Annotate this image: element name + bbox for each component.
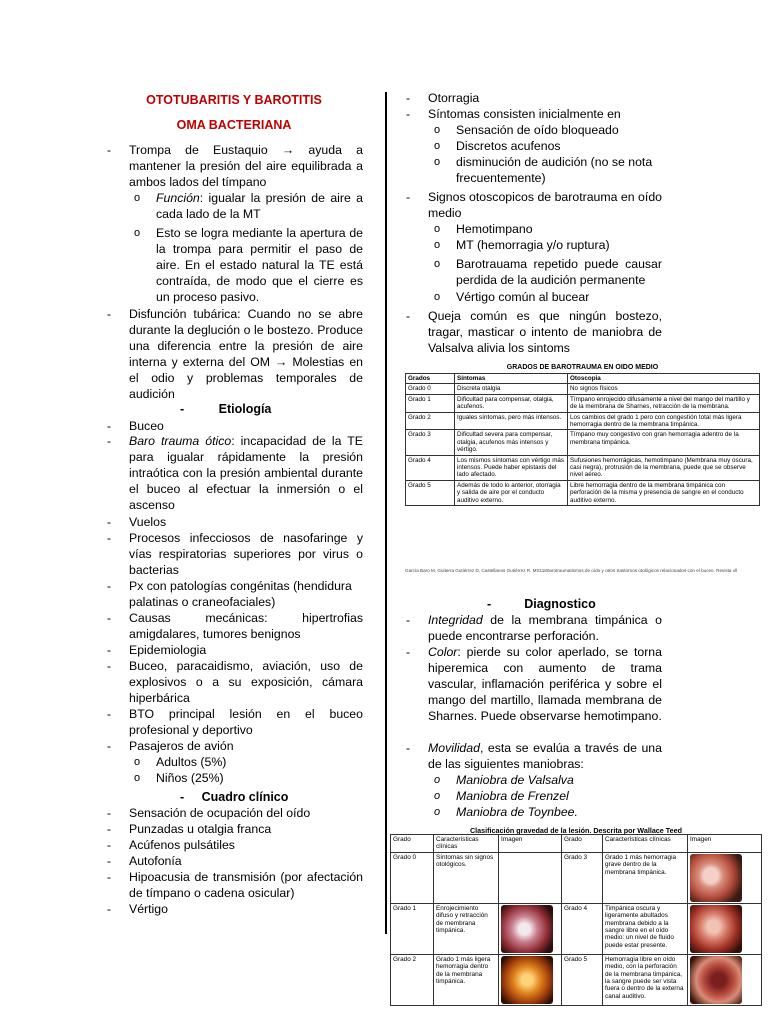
eardrum-image (690, 854, 742, 902)
etiologia-infecciosos: - Procesos infecciosos de nasofaringe y vías respiratorias superiores por virus o bacterias (129, 531, 363, 579)
table-header-row (391, 835, 762, 853)
table-row (391, 903, 762, 954)
cuadro-punzadas: - Punzadas u otalgia franca (129, 822, 363, 838)
table-header: Grado (562, 835, 603, 853)
table-cell: Grado 1 (391, 903, 434, 954)
eardrum-image (501, 956, 553, 1004)
table-cell: Grado 4 (562, 903, 603, 954)
table-cell: Libre hemorragia dentro de la membrana timpánica con perforación de la misma y presencia de sangre en el conducto auditivo externo. (568, 480, 760, 505)
etiologia-vuelos: - Vuelos (129, 515, 363, 531)
diag-integridad (428, 613, 662, 645)
table-cell: Grado 1 más ligera hemorragia dentro de la membrana timpánica. (434, 954, 499, 1005)
table-header: Grados (406, 374, 455, 384)
table-cell: Enrojecimiento difuso y retracción de membrana timpánica. (434, 903, 499, 954)
wallace-teed-table (390, 834, 762, 1006)
table-cell: Timpánica oscura y ligeramente abultados membrana debido a la sangre libre en el oído medio: un nivel de fluido puede estar presente. (603, 903, 688, 954)
table-cell: Tímpano enrojecido difusamente a nivel del mango del martillo y de la membrana de Sharnes, retracción de la membrana. (568, 394, 760, 412)
etiologia-barotrauma (129, 434, 363, 514)
integridad-label: Integridad (428, 613, 483, 627)
table-header: Síntomas (455, 374, 568, 384)
barotrauma-label: Baro trauma ótico (129, 434, 232, 448)
table-cell: Grado 0 (406, 384, 455, 394)
bullet-disfuncion: - Disfunción tubárica: Cuando no se abre durante la deglución o le bostezo. Produce una diferencia entre la presión de aire interna y externa del OM → Molestias en el odio y problemas temporales de audición (129, 307, 363, 402)
funcion-label: Función (156, 191, 200, 205)
signo-repetido: o Barotrauama repetido puede causar perdida de la audición permanente (456, 257, 662, 289)
heading-etiologia: - Etiología (180, 402, 272, 416)
table-header: Imagen (499, 835, 562, 853)
table-cell: Además de todo lo anterior, otorragia y salida de aire por el conducto auditivo externo. (455, 480, 568, 505)
table-cell: Grado 5 (562, 954, 603, 1005)
table-cell (499, 903, 562, 954)
table-row (406, 480, 760, 505)
epi-ninos: o Niños (25%) (156, 771, 363, 787)
sintoma-acufenos: o Discretos acufenos (456, 139, 662, 155)
table-cell: Síntomas sin signos otológicos. (434, 852, 499, 903)
table1-caption: GRADOS DE BAROTRAUMA EN OIDO MEDIO (506, 364, 659, 371)
table-row (391, 954, 762, 1005)
color-label: Color (428, 645, 458, 659)
section-title: OTOTUBARITIS Y BAROTITIS (146, 93, 322, 107)
epi-pasajeros: - Pasajeros de avión (129, 739, 363, 755)
table-row (406, 455, 760, 480)
heading-diagnostico: - Diagnostico (487, 597, 596, 611)
epi-adultos: o Adultos (5%) (156, 755, 363, 771)
barotrauma-text: : incapacidad de la TE para igualar rápidamente la presión intraótica con la presión ambiental durante el buceo al efectuar la inmersión o el ascenso (129, 434, 363, 512)
etiologia-mecanicas: - Causas mecánicas: hipertrofias amigdalares, tumores benignos (129, 611, 363, 643)
table-header: Otoscopia (568, 374, 760, 384)
table-cell: Dificultad severa para compensar, otalgia, acufenos más intensos y vértigo. (455, 430, 568, 455)
sintoma-audicion: o disminución de audición (no se nota frecuentemente) (456, 155, 662, 187)
epidemiologia: - Epidemiologia (129, 643, 363, 659)
table-cell: Hemorragia libre en oído medio, con la perforación de la membrana timpánica, la sangre puede ser vista fuera o dentro de la externa canal auditivo. (603, 954, 688, 1005)
table-cell: Grado 3 (406, 430, 455, 455)
maniobra-toynbee: o Maniobra de Toynbee. (456, 805, 662, 821)
cuadro-vertigo: - Vértigo (129, 902, 363, 918)
bullet-trompa: - Trompa de Eustaquio → ayuda a mantener la presión del aire equilibrada a ambos lados del tímpano (129, 143, 363, 191)
table-cell: No signos físicos (568, 384, 760, 394)
movilidad-text: , esta se evalúa a través de una de las siguientes maniobras: (428, 741, 662, 771)
signo-hemotimpano: o Hemotimpano (456, 222, 662, 238)
table-header: Imagen (688, 835, 762, 853)
table-cell (688, 852, 762, 903)
barotrauma-grades-table (405, 373, 760, 506)
right-sintomas: - Síntomas consisten inicialmente en (428, 107, 662, 123)
table-cell: Dificultad para compensar, otalgia, acufenos. (455, 394, 568, 412)
table-cell: Grado 1 (406, 394, 455, 412)
table-cell: Iguales síntomas, pero más intensos. (455, 412, 568, 430)
table-header: Grado (391, 835, 434, 853)
table-cell: Discreta otalgia (455, 384, 568, 394)
table-row (406, 412, 760, 430)
right-signos: - Signos otoscopicos de barotrauma en oído medio (428, 190, 662, 222)
table-cell: Sufusiones hemorrágicas, hemotimpano (Membrana muy oscura, casi negra), protrusión de la membrana, puede que se observe nivel aéreo. (568, 455, 760, 480)
eardrum-image (501, 905, 553, 953)
table-row (391, 852, 762, 903)
table-cell: Grado 1 más hemorragia grave dentro de la membrana timpánica. (603, 852, 688, 903)
table-header: Características clínicas (603, 835, 688, 853)
eardrum-image (690, 956, 742, 1004)
color-text: : pierde su color aperlado, se torna hiperemica con aumento de trama vascular, inflamación periférica y sobre el mango del martillo, llamada membrana de Sharnes. Puede observarse hemotimpano. (428, 645, 662, 723)
bullet-apertura: o Esto se logra mediante la apertura de la trompa para permitir el paso de aire. En el estado natural la TE está contraída, de modo que el cierre es un proceso pasivo. (156, 226, 363, 306)
epi-bto: - BTO principal lesión en el buceo profesional y deportivo (129, 707, 363, 739)
diag-movilidad (428, 741, 662, 773)
table-cell: Los mismos síntomas con vértigo más intensos. Puede haber epistaxis del lado afectado. (455, 455, 568, 480)
heading-cuadro-clinico: - Cuadro clínico (180, 790, 289, 804)
table-cell (688, 903, 762, 954)
table-cell: Grado 2 (391, 954, 434, 1005)
table-cell (688, 954, 762, 1005)
funcion-text: : igualar la presión de aire a cada lado de la MT (156, 191, 363, 221)
maniobra-frenzel: o Maniobra de Frenzel (456, 789, 662, 805)
cuadro-acufenos: - Acúfenos pulsátiles (129, 838, 363, 854)
table-cell: Grado 2 (406, 412, 455, 430)
signo-vertigo: o Vértigo común al bucear (456, 290, 662, 306)
table-header: Características clínicas (434, 835, 499, 853)
table1-reference: García Baro M, Guiterra Gutiérrez D, Castellanos Gutiérrez R. MS1180arotraumatismos de oído y otros trastornos otológicos relacionados con el buceo. Revista vll (405, 568, 738, 573)
table-row (406, 384, 760, 394)
table-cell: Tímpano muy congestivo con gran hemorragia adentro de la membrana timpánica. (568, 430, 760, 455)
section-subtitle: OMA BACTERIANA (176, 118, 292, 132)
table-row (406, 394, 760, 412)
table-header-row (406, 374, 760, 384)
epi-buceo: - Buceo, paracaidismo, aviación, uso de explosivos o a su exposición, cámara hiperbárica (129, 659, 363, 707)
signo-mt: o MT (hemorragia y/o ruptura) (456, 238, 662, 254)
diag-color (428, 645, 662, 725)
table-cell: Grado 3 (562, 852, 603, 903)
etiologia-congenitas: - Px con patologías congénitas (hendidura palatinas o craneofaciales) (129, 579, 363, 611)
sintoma-bloqueado: o Sensación de oído bloqueado (456, 123, 662, 139)
right-otorragia: - Otorragia (428, 91, 662, 107)
table-cell (499, 954, 562, 1005)
movilidad-label: Movilidad (428, 741, 480, 755)
column-divider (385, 92, 387, 934)
cuadro-autofonia: - Autofonía (129, 854, 363, 870)
table2-caption: Clasificación gravedad de la lesión. Descrita por Wallace Teed (469, 826, 683, 835)
etiologia-buceo: - Buceo (129, 419, 363, 435)
table-cell: Grado 5 (406, 480, 455, 505)
right-queja: - Queja común es que ningún bostezo, tragar, masticar o intento de maniobra de Valsalva alivia los sintoms (428, 309, 662, 357)
bullet-funcion (156, 191, 363, 223)
table-cell (499, 852, 562, 903)
table-cell: Grado 4 (406, 455, 455, 480)
maniobra-valsalva: o Maniobra de Valsalva (456, 773, 662, 789)
integridad-text: de la membrana timpánica o puede encontrarse perforación. (428, 613, 662, 643)
cuadro-hipoacusia: - Hipoacusia de transmisión (por afectación de tímpano o cadena osicular) (129, 870, 363, 902)
eardrum-image (690, 905, 742, 953)
table-cell: Grado 0 (391, 852, 434, 903)
table-cell: Los cambios del grado 1 pero con congestión total más ligera hemorragia dentro de la membrana timpánica. (568, 412, 760, 430)
cuadro-ocupacion: - Sensación de ocupación del oído (129, 806, 363, 822)
table-row (406, 430, 760, 455)
